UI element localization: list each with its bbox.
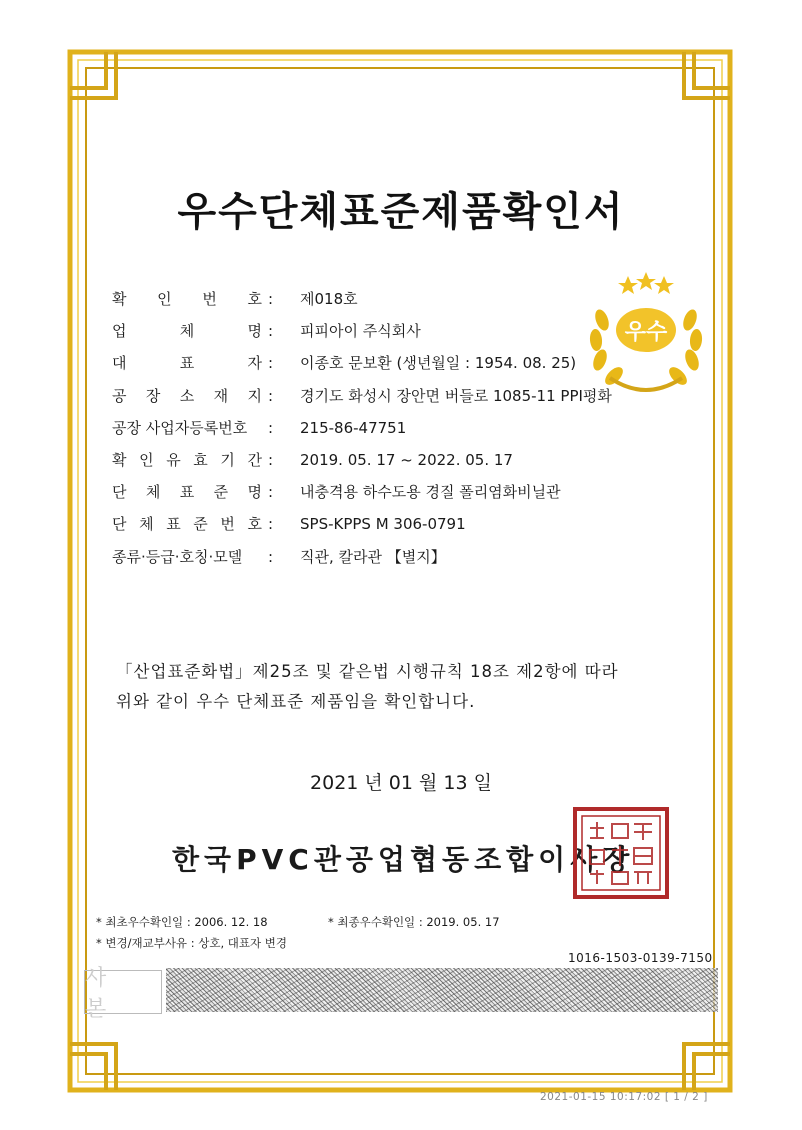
field-colon: :	[268, 386, 274, 405]
field-colon: :	[268, 354, 274, 373]
field-label: 단 체 표 준 명	[112, 483, 262, 502]
field-row	[112, 476, 672, 508]
field-label: 대 표 자	[112, 354, 262, 373]
field-value: 내충격용 하수도용 경질 폴리염화비닐관	[300, 483, 561, 502]
field-colon: :	[268, 547, 274, 566]
field-colon: :	[268, 290, 274, 308]
field-value: 경기도 화성시 장안면 버들로 1085-11 PPI평화	[300, 386, 612, 405]
certificate-fields	[112, 283, 672, 573]
confirmation-statement	[116, 657, 696, 717]
field-row	[112, 283, 672, 315]
field-row	[112, 508, 672, 540]
badge-label: 우수	[624, 320, 668, 345]
field-colon: :	[268, 418, 274, 437]
security-pattern-overlay	[166, 968, 718, 1012]
print-timestamp: 2021-01-15 10:17:02 [ 1 / 2 ]	[540, 1091, 708, 1103]
field-label: 공 장 소 재 지	[112, 386, 262, 405]
note-change-reason: * 변경/재교부사유 : 상호, 대표자 변경	[96, 936, 287, 950]
copy-watermark-box: 사 본	[84, 970, 162, 1014]
field-label: 공장 사업자등록번호	[112, 418, 248, 437]
field-colon: :	[268, 515, 274, 534]
field-label: 단 체 표 준 번 호	[112, 515, 262, 534]
field-row	[112, 315, 672, 347]
field-value: 제018호	[300, 290, 358, 308]
confirmation-notes	[96, 912, 287, 954]
field-value: 직관, 칼라관 【별지】	[300, 547, 446, 566]
field-value: 2019. 05. 17 ~ 2022. 05. 17	[300, 450, 513, 469]
field-label: 확 인 유 효 기 간	[112, 450, 262, 469]
field-row	[112, 380, 672, 412]
statement-line-2: 위와 같이 우수 단체표준 제품임을 확인합니다.	[116, 692, 476, 711]
issuer-name: 한국PVC관공업협동조합이사장	[172, 843, 635, 876]
field-row	[112, 541, 672, 573]
note-first-confirm: * 최초우수확인일 : 2006. 12. 18	[96, 915, 268, 929]
field-colon: :	[268, 483, 274, 502]
official-seal	[572, 806, 670, 900]
note-final-confirm: * 최종우수확인일 : 2019. 05. 17	[328, 915, 500, 929]
field-row	[112, 412, 672, 444]
field-value: 215-86-47751	[300, 418, 407, 437]
field-label: 업 체 명	[112, 322, 262, 341]
certificate-number: 1016-1503-0139-7150	[568, 951, 713, 965]
certificate-title: 우수단체표준제품확인서	[177, 189, 625, 235]
field-value: SPS-KPPS M 306-0791	[300, 515, 466, 534]
field-value: 피피아이 주식회사	[300, 322, 421, 341]
field-row	[112, 444, 672, 476]
field-row	[112, 347, 672, 379]
statement-line-1: 「산업표준화법」제25조 및 같은법 시행규칙 18조 제2항에 따라	[116, 662, 619, 681]
field-colon: :	[268, 450, 274, 469]
field-label: 종류·등급·호칭·모델	[112, 547, 243, 566]
field-value: 이종호 문보환 (생년월일 : 1954. 08. 25)	[300, 354, 577, 373]
field-label: 확 인 번 호	[112, 290, 262, 308]
field-colon: :	[268, 322, 274, 341]
issue-date: 2021 년 01 월 13 일	[310, 772, 492, 794]
